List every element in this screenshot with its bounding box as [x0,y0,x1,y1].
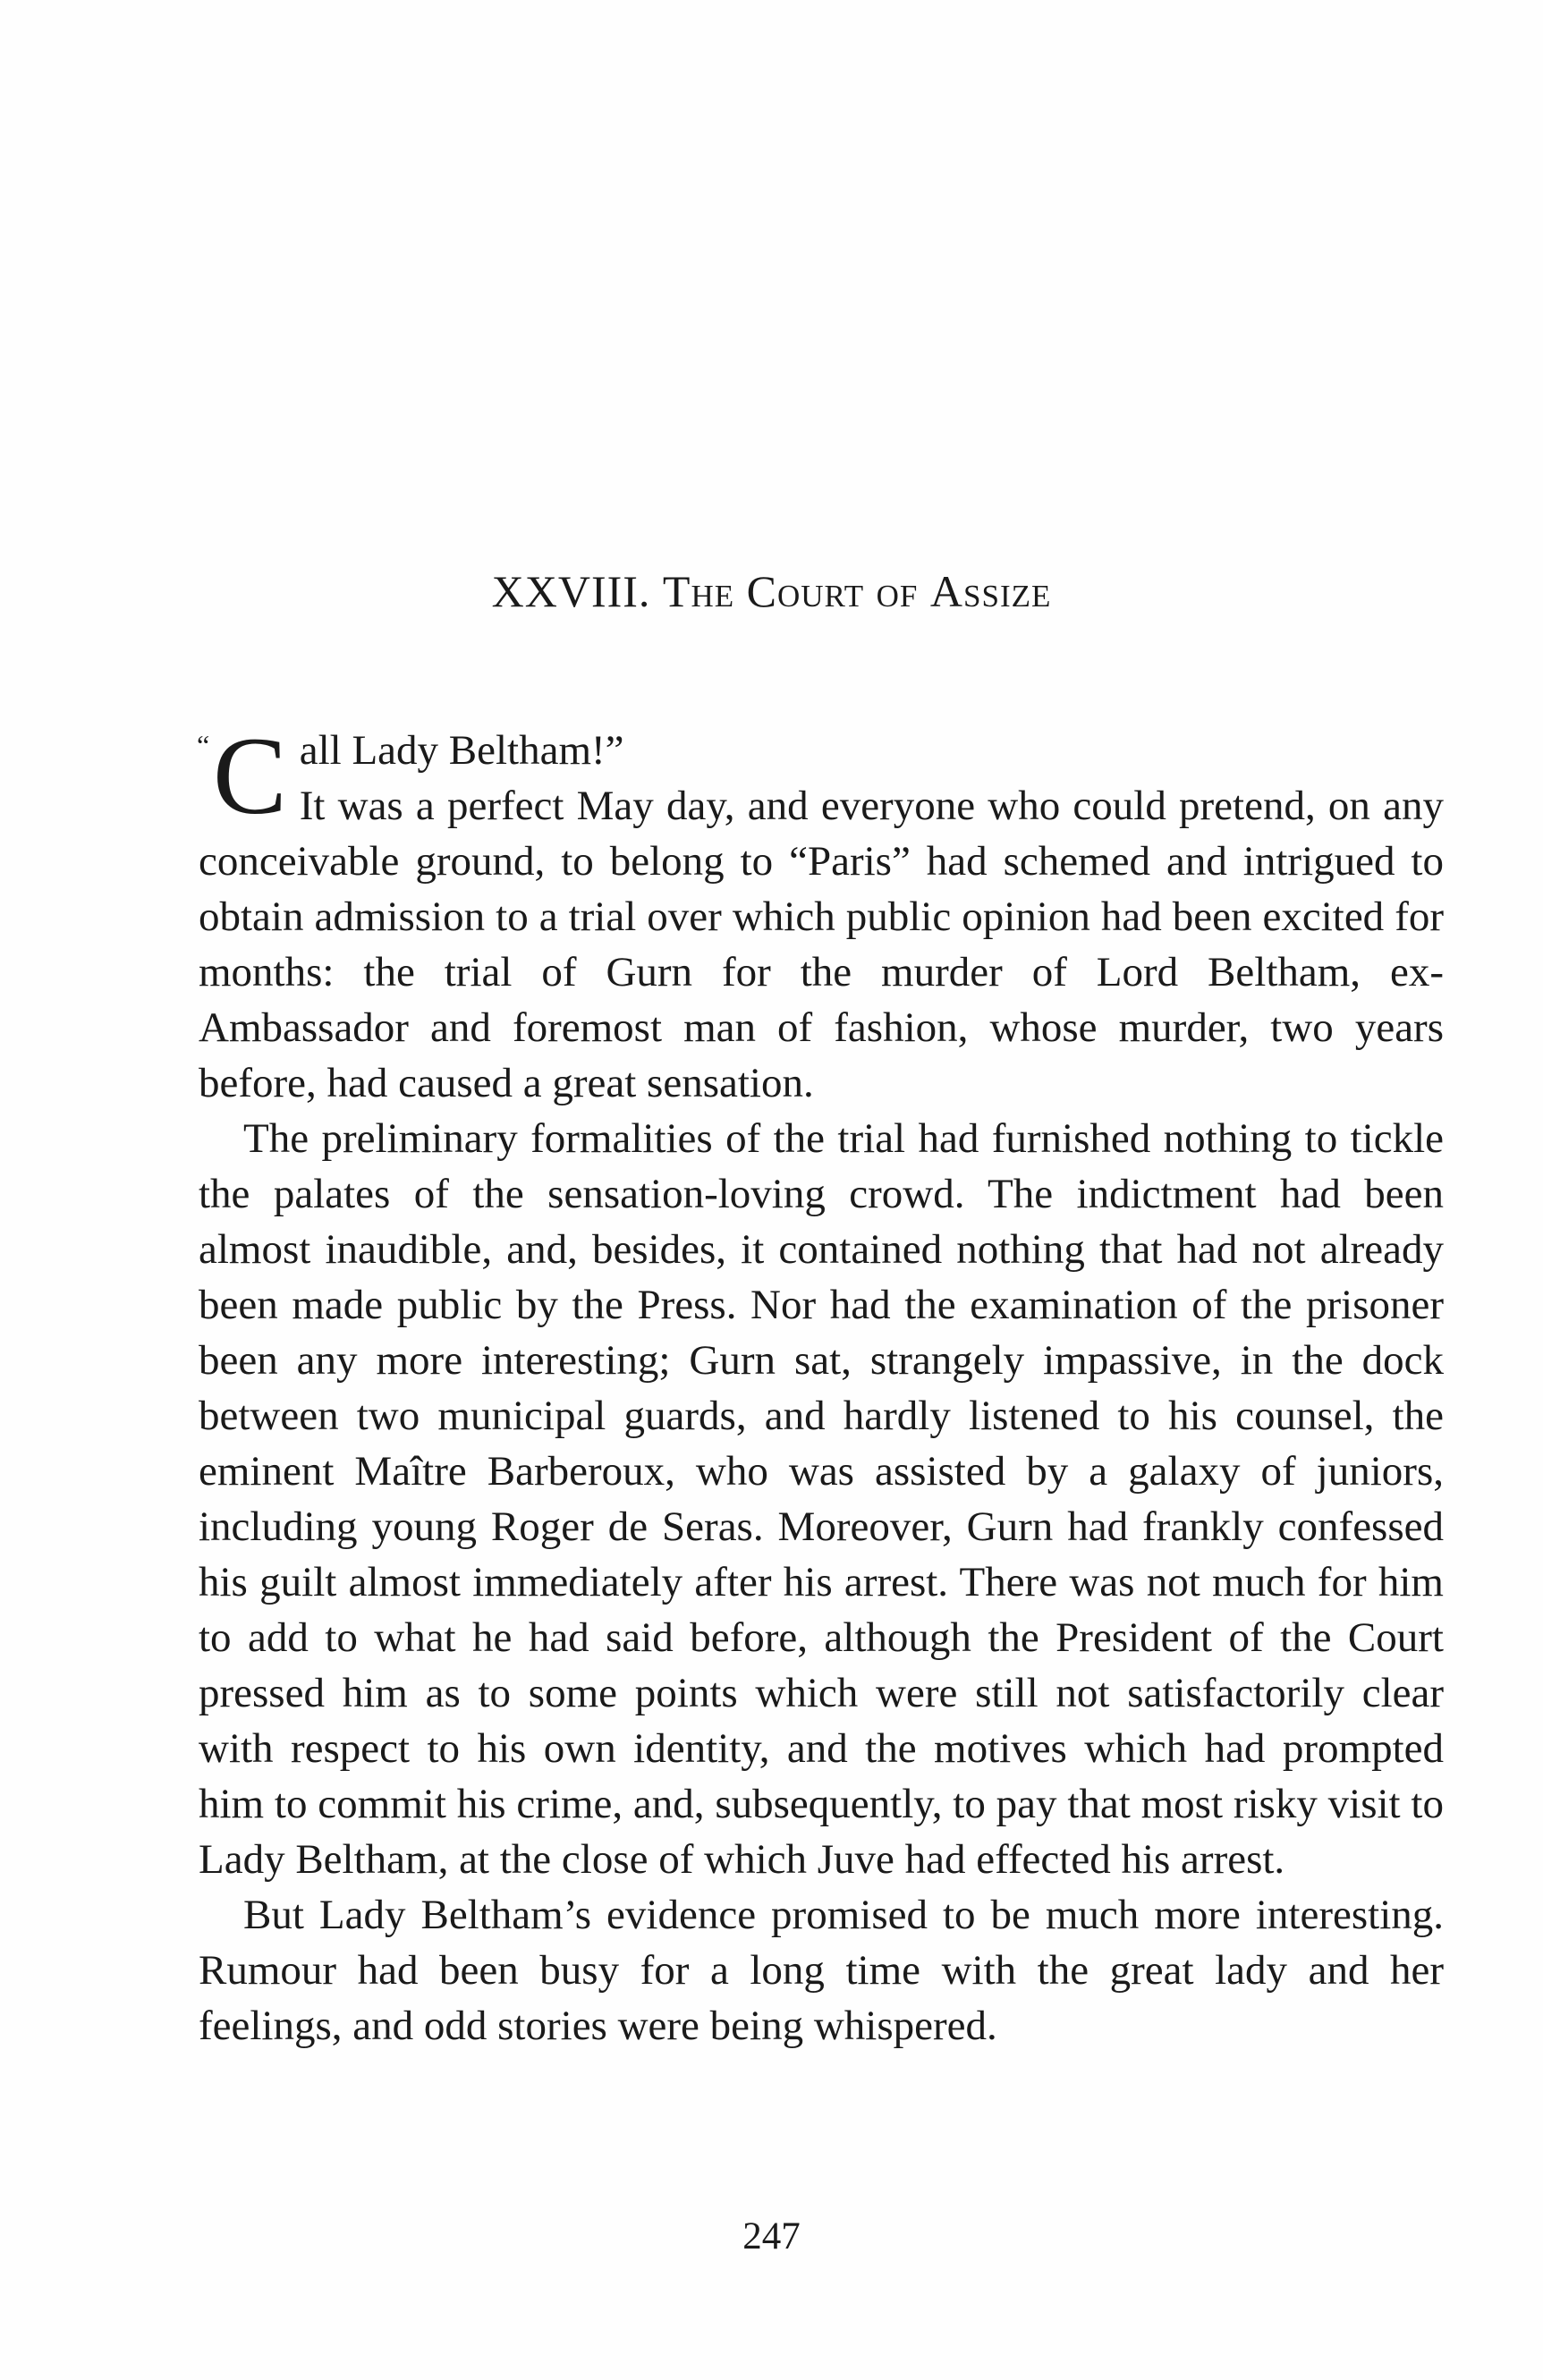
chapter-title-word: Court [746,566,865,616]
chapter-heading [0,565,1543,617]
chapter-title-word: Assize [929,566,1052,616]
chapter-title-word: of [876,566,919,616]
drop-cap: C [213,715,287,837]
paragraph: But Lady Beltham’s evidence promised to be much more interesting. Rumour had been busy for a long time with the great lady and her feelings, and odd stories were being whispered. [199,1892,1444,2049]
page-number: 247 [742,2215,801,2257]
opening-continuation: It was a perfect May day, and everyone who could pretend, on any conceivable ground, to belong to “Paris” had schemed and intrigued to obtain admission to a trial over which public opinion had been excited for months: the trial of Gurn for the murder of Lord Beltham, ex-Ambassador and foremost man of fashion, whose murder, two years before, had caused a great sensation. [199,783,1444,1106]
chapter-title-word: The [662,566,735,616]
opening-quote-mark: “ [197,729,210,761]
opening-paragraph [197,715,1444,1111]
chapter-body [197,715,1444,2054]
paragraph: The preliminary formalities of the trial had furnished nothing to tickle the palates of the sensation-loving crowd. The indictment had been almost inaudible, and, besides, it contained nothing that had not already been made public by the Press. Nor had the examination of the prisoner been any more interesting; Gurn sat, strangely impassive, in the dock between two municipal guards, and hardly listened to his counsel, the eminent Maître Barberoux, who was assisted by a galaxy of juniors, including young Roger de Seras. Moreover, Gurn had frankly confessed his guilt almost immediately after his arrest. There was not much for him to add to what he had said before, although the President of the Court pressed him as to some points which were still not satisfactorily clear with respect to his own identity, and the motives which had prompted him to commit his crime, and, subsequently, to pay that most risky visit to Lady Beltham, at the close of which Juve had effected his arrest. [199,1115,1444,1883]
chapter-number: XXVIII. [491,566,651,616]
opening-first-line: all Lady Beltham!” [299,727,624,774]
